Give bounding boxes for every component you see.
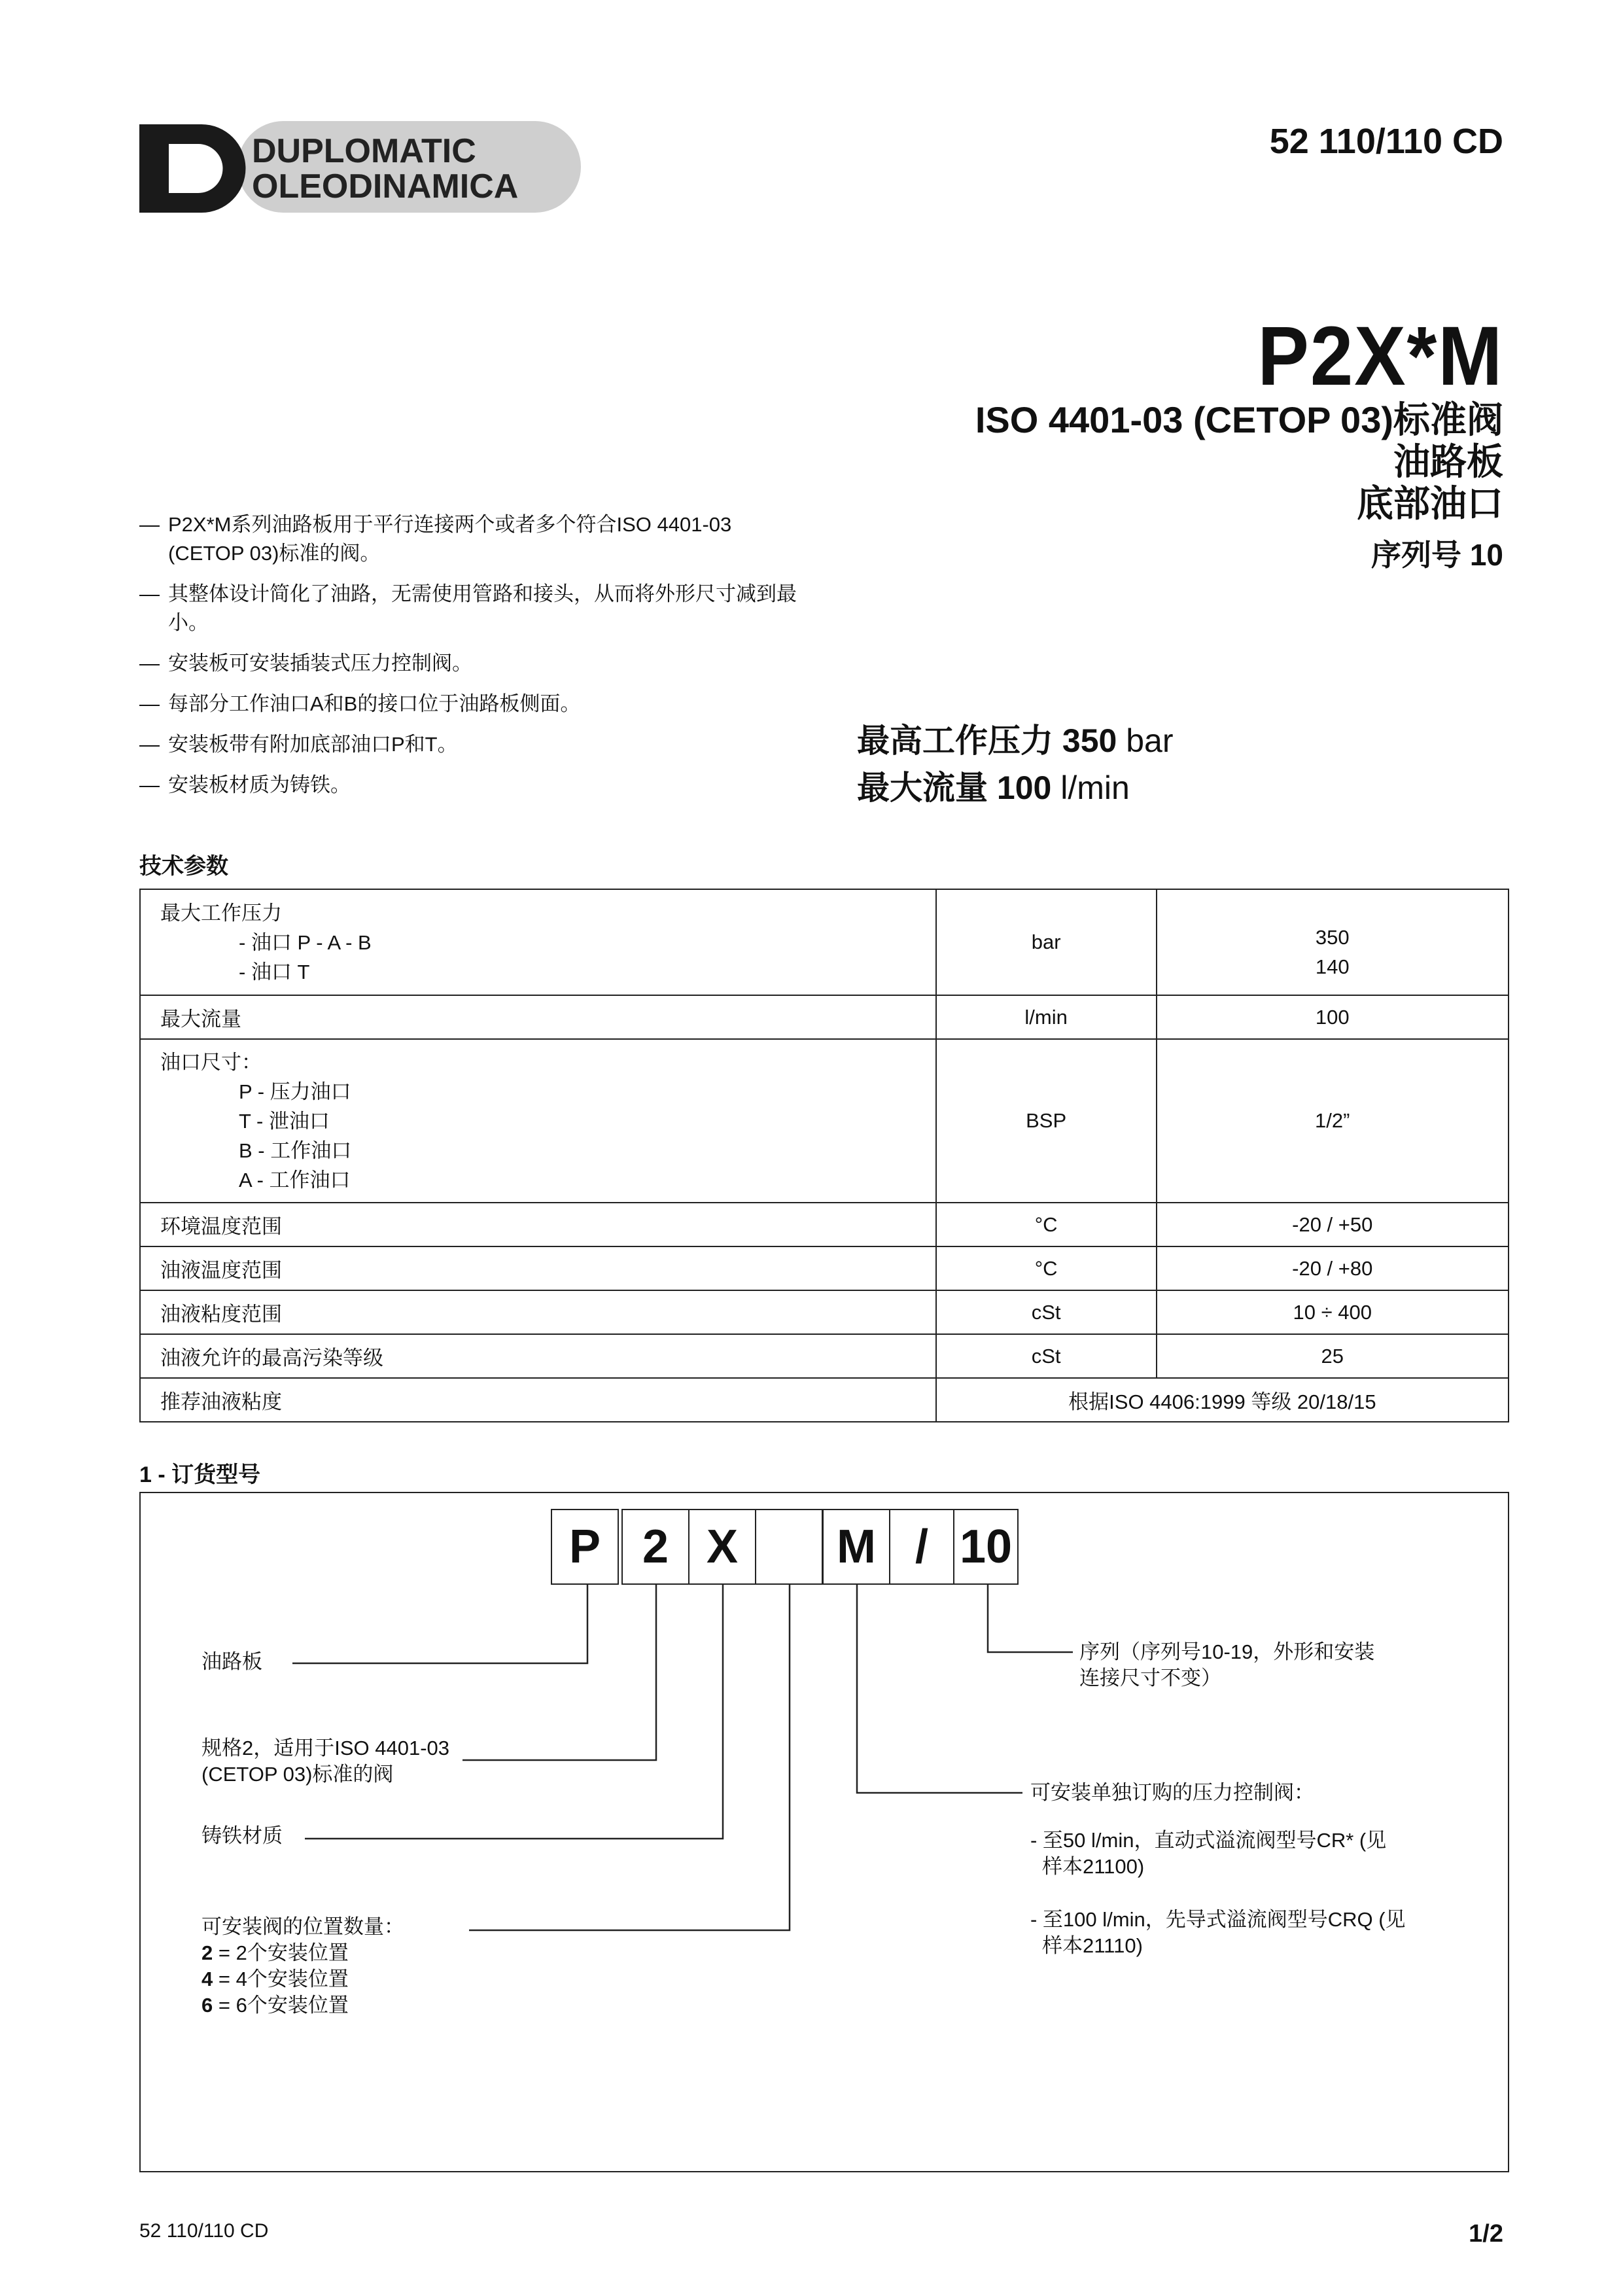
title-ports: 底部油口 <box>1357 483 1503 524</box>
feature-dash: — <box>139 582 160 605</box>
label-valve-crq: - 至100 l/min，先导式溢流阀型号CRQ (见 样本21110) <box>1030 1908 1406 1957</box>
title-series: 序列号 10 <box>1371 538 1503 572</box>
label-valve-cr: - 至50 l/min，直动式溢流阀型号CR* (见 样本21100) <box>1030 1829 1387 1878</box>
code-cell-positions <box>755 1509 823 1585</box>
feature-item: — 每部分工作油口A和B的接口位于油路板侧面。 <box>139 690 807 718</box>
document-code: 52 110/110 CD <box>1269 122 1503 161</box>
table-row: 环境温度范围 °C -20 / +50 <box>140 1203 1509 1246</box>
code-cell-series: 10 <box>953 1509 1019 1585</box>
label-size: 规格2，适用于ISO 4401-03 (CETOP 03)标准的阀 <box>201 1737 450 1786</box>
feature-item: — 安装板可安装插装式压力控制阀。 <box>139 649 807 678</box>
code-cell-plate: P <box>551 1509 619 1585</box>
code-cell-size: 2 <box>621 1509 689 1585</box>
feature-dash: — <box>139 733 160 756</box>
title-type: 油路板 <box>1393 441 1503 482</box>
table-row: 最大流量 l/min 100 <box>140 995 1509 1039</box>
table-row: 推荐油液粘度 根据ISO 4406:1999 等级 20/18/15 <box>140 1378 1509 1422</box>
table-row: 油液粘度范围 cSt 10 ÷ 400 <box>140 1290 1509 1334</box>
table-row: 油液允许的最高污染等级 cSt 25 <box>140 1334 1509 1378</box>
feature-dash: — <box>139 692 160 715</box>
feature-item: — 安装板材质为铸铁。 <box>139 771 807 800</box>
order-section-title: 1 - 订货型号 <box>139 1462 261 1487</box>
feature-item: — P2X*M系列油路板用于平行连接两个或者多个符合ISO 4401-03 (CETOP 03)标准的阀。 <box>139 510 807 568</box>
feature-item: — 其整体设计简化了油路，无需使用管路和接头，从而将外形尺寸减到最小。 <box>139 580 807 637</box>
code-cell-m: M <box>822 1509 890 1585</box>
svg-text:DUPLOMATIC: DUPLOMATIC <box>252 132 476 170</box>
label-material: 铸铁材质 <box>201 1824 283 1847</box>
label-plate: 油路板 <box>201 1650 262 1673</box>
table-row: 最大工作压力 - 油口 P - A - B - 油口 T bar 350 140 <box>140 889 1509 995</box>
title-standard: ISO 4401-03 (CETOP 03)标准阀 <box>975 399 1503 440</box>
label-positions: 可安装阀的位置数量： 2 = 2个安装位置 4 = 4个安装位置 6 = 6个安装位置 <box>201 1915 404 2017</box>
label-valves-title: 可安装单独订购的压力控制阀： <box>1030 1781 1314 1804</box>
label-series: 序列（序列号10-19，外形和安装 连接尺寸不变） <box>1079 1640 1375 1689</box>
feature-item: — 安装板带有附加底部油口P和T。 <box>139 730 807 759</box>
footer-doc-code: 52 110/110 CD <box>139 2220 269 2242</box>
spec-section-title: 技术参数 <box>139 854 228 879</box>
feature-dash: — <box>139 513 160 536</box>
page-number: 1/2 <box>1469 2220 1503 2248</box>
feature-dash: — <box>139 652 160 675</box>
table-row: 油液温度范围 °C -20 / +80 <box>140 1246 1509 1290</box>
table-row: 油口尺寸： P - 压力油口 T - 泄油口 B - 工作油口 A - 工作油口 BSP 1/2” <box>140 1039 1509 1203</box>
code-cell-slash: / <box>889 1509 954 1585</box>
product-title: P2X*M <box>1257 309 1503 403</box>
code-cell-material: X <box>688 1509 756 1585</box>
max-pressure-rating: 最高工作压力 350 bar <box>857 722 1174 759</box>
feature-dash: — <box>139 773 160 796</box>
max-flow-rating: 最大流量 100 l/min <box>857 769 1130 806</box>
svg-text:OLEODINAMICA: OLEODINAMICA <box>252 168 519 205</box>
